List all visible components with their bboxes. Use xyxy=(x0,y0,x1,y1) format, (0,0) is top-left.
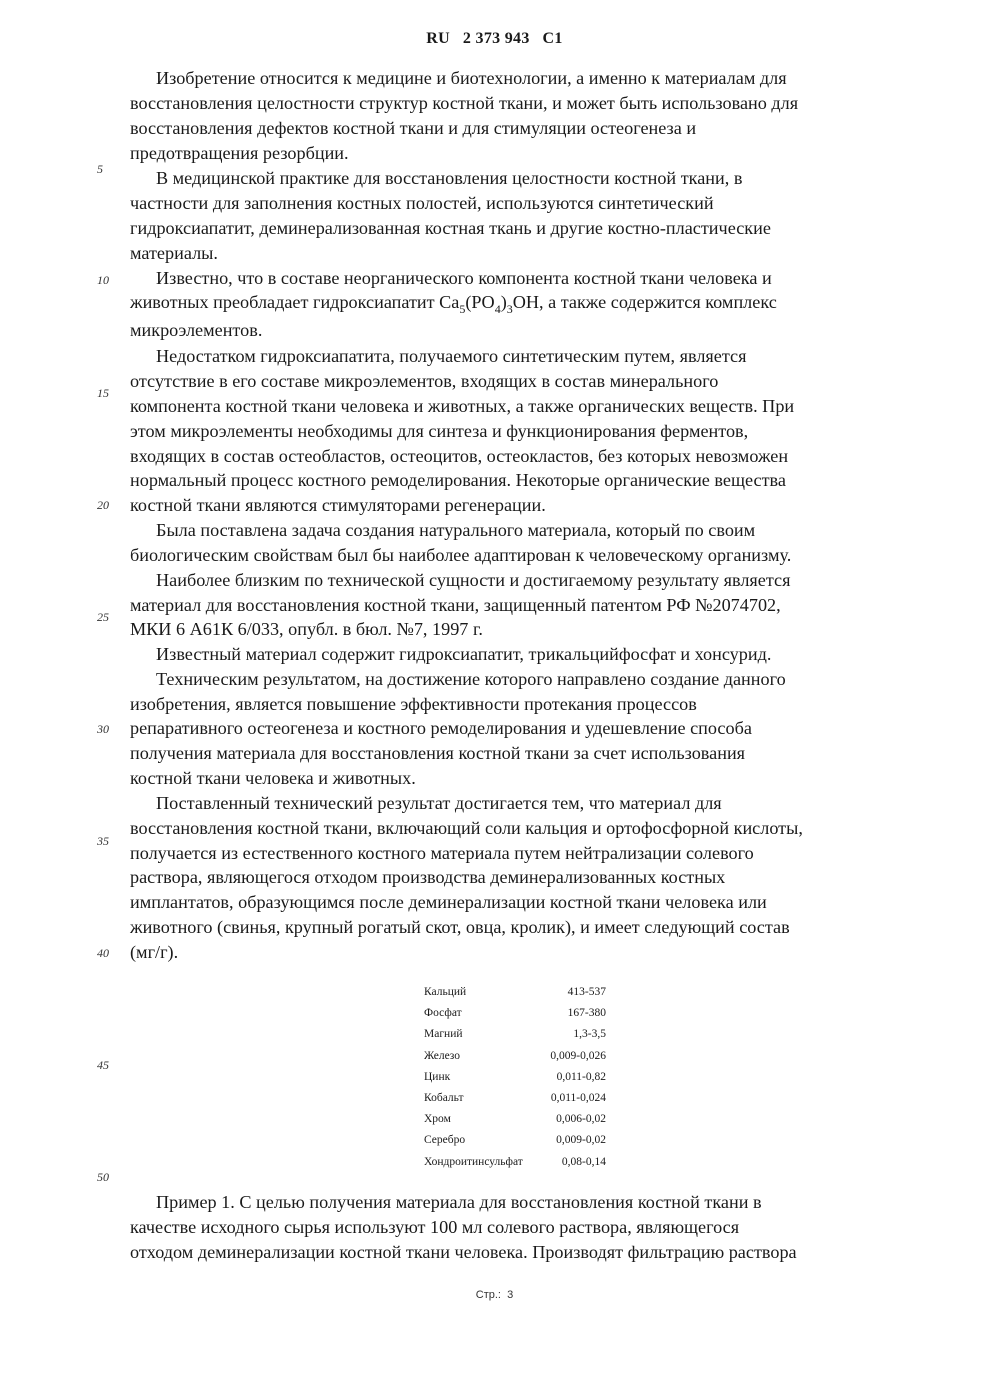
formula-subscript: 5 xyxy=(459,302,466,316)
formula-text: OH, а также содержится комплекс xyxy=(512,292,777,312)
text-line: раствора, являющегося отходом производства деминерализованных костных xyxy=(130,867,726,887)
formula-subscript: 4 xyxy=(494,302,501,316)
component-name: Железо xyxy=(424,1049,461,1062)
line-number: 45 xyxy=(97,1058,109,1072)
text-line: микроэлементов. xyxy=(130,320,263,340)
formula-text: животных преобладает гидроксиапатит Ca xyxy=(130,292,460,312)
line-number: 30 xyxy=(97,722,109,736)
text-line: восстановления дефектов костной ткани и для стимуляции остеогенеза и xyxy=(130,118,697,138)
formula-subscript: 3 xyxy=(506,302,513,316)
table-row xyxy=(424,1088,606,1109)
formula-text: ) xyxy=(500,292,507,312)
component-value: 167-380 xyxy=(567,1007,606,1020)
patent-country: RU xyxy=(426,30,451,47)
component-value: 0,009-0,02 xyxy=(556,1134,606,1147)
text-line: Недостатком гидроксиапатита, получаемого синтетическим путем, является xyxy=(156,346,747,366)
component-value: 0,011-0,024 xyxy=(550,1091,606,1104)
table-row xyxy=(424,982,606,1003)
line-number: 20 xyxy=(97,498,109,512)
line-number: 15 xyxy=(97,386,109,400)
component-name: Цинк xyxy=(424,1070,451,1083)
text-line: Известный материал содержит гидроксиапатит, трикальцийфосфат и хонсурид. xyxy=(156,644,772,664)
line-number: 35 xyxy=(97,834,109,848)
line-number: 5 xyxy=(97,162,103,176)
text-line: материалы. xyxy=(130,243,218,263)
composition-table xyxy=(424,982,606,1173)
component-name: Фосфат xyxy=(424,1007,462,1020)
page-footer xyxy=(0,1289,989,1301)
text-line: МКИ 6 А61К 6/033, опубл. в бюл. №7, 1997 г. xyxy=(130,619,483,639)
text-line: Известно, что в составе неорганического компонента костной ткани человека и xyxy=(156,268,772,288)
table-row xyxy=(424,1130,606,1151)
text-line: материал для восстановления костной ткани, защищенный патентом РФ №2074702, xyxy=(130,595,781,615)
text-line: (мг/г). xyxy=(130,942,179,962)
line-number: 25 xyxy=(97,610,109,624)
text-line: частности для заполнения костных полостей, используются синтетический xyxy=(130,193,714,213)
page-label: Стр.: xyxy=(475,1289,501,1301)
patent-header xyxy=(0,30,989,48)
table-row xyxy=(424,1046,606,1067)
line-number: 10 xyxy=(97,273,109,287)
line-number: 40 xyxy=(97,946,109,960)
text-line: животного (свинья, крупный рогатый скот, овца, кролик), и имеет следующий состав xyxy=(130,917,790,937)
text-line: компонента костной ткани человека и животных, а также органических веществ. При xyxy=(130,396,795,416)
component-value: 0,08-0,14 xyxy=(561,1155,606,1168)
component-value: 0,006-0,02 xyxy=(556,1113,606,1126)
text-line: Поставленный технический результат достигается тем, что материал для xyxy=(156,793,722,813)
patent-kind: C1 xyxy=(542,30,563,47)
table-row xyxy=(424,1067,606,1088)
text-line: биологическим свойствам был бы наиболее адаптирован к человеческому организму. xyxy=(130,545,792,565)
text-line: Была поставлена задача создания натурального материала, который по своим xyxy=(156,520,756,540)
text-line: Техническим результатом, на достижение которого направлено создание данного xyxy=(156,669,786,689)
text-line: получения материала для восстановления костной ткани за счет использования xyxy=(130,743,746,763)
text-line: Изобретение относится к медицине и биотехнологии, а именно к материалам для xyxy=(156,68,787,88)
component-name: Хондроитинсульфат xyxy=(424,1155,523,1168)
page-number: 3 xyxy=(507,1289,514,1301)
text-line: В медицинской практике для восстановления целостности костной ткани, в xyxy=(156,168,743,188)
text-line: входящих в состав остеобластов, остеоцитов, остеокластов, без которых невозможен xyxy=(130,446,789,466)
component-value: 0,009-0,026 xyxy=(550,1049,606,1062)
text-line: репаративного остеогенеза и костного ремоделирования и удешевление способа xyxy=(130,718,752,738)
text-line: нормальный процесс костного ремоделирования. Некоторые органические вещества xyxy=(130,470,786,490)
component-name: Кобальт xyxy=(424,1091,464,1104)
text-line: этом микроэлементы необходимы для синтеза и функционирования ферментов, xyxy=(130,421,749,441)
text-line: костной ткани являются стимуляторами регенерации. xyxy=(130,495,546,515)
text-line xyxy=(130,290,777,314)
text-line: восстановления костной ткани, включающий соли кальция и ортофосфорной кислоты, xyxy=(130,818,803,838)
text-line: Наиболее близким по технической сущности и достигаемому результату является xyxy=(156,570,791,590)
text-line: изобретения, является повышение эффективности протекания процессов xyxy=(130,694,697,714)
text-line: гидроксиапатит, деминерализованная костная ткань и другие костно-пластические xyxy=(130,218,771,238)
component-name: Кальций xyxy=(424,986,467,998)
component-name: Серебро xyxy=(424,1134,466,1147)
text-line: восстановления целостности структур костной ткани, и может быть использовано для xyxy=(130,93,799,113)
component-name: Хром xyxy=(424,1113,451,1126)
component-value: 0,011-0,82 xyxy=(556,1070,606,1083)
text-line: Пример 1. С целью получения материала для восстановления костной ткани в xyxy=(156,1192,762,1212)
table-row xyxy=(424,1024,606,1045)
line-number: 50 xyxy=(97,1170,109,1184)
table-row xyxy=(424,1109,606,1130)
text-line: качестве исходного сырья используют 100 мл солевого раствора, являющегося xyxy=(130,1217,740,1237)
component-name: Магний xyxy=(424,1028,463,1041)
text-line: получается из естественного костного материала путем нейтрализации солевого xyxy=(130,843,754,863)
component-value: 413-537 xyxy=(567,986,606,998)
table-row xyxy=(424,1003,606,1024)
text-line: имплантатов, образующимся после деминерализации костной ткани человека или xyxy=(130,892,767,912)
text-line: предотвращения резорбции. xyxy=(130,143,349,163)
patent-number: 2 373 943 xyxy=(462,30,530,47)
text-line: отсутствие в его составе микроэлементов, входящих в состав минерального xyxy=(130,371,719,391)
text-line: костной ткани человека и животных. xyxy=(130,768,416,788)
component-value: 1,3-3,5 xyxy=(573,1028,606,1041)
text-line: отходом деминерализации костной ткани человека. Производят фильтрацию раствора xyxy=(130,1242,797,1262)
table-row xyxy=(424,1152,606,1173)
formula-text: (PO xyxy=(465,292,495,312)
